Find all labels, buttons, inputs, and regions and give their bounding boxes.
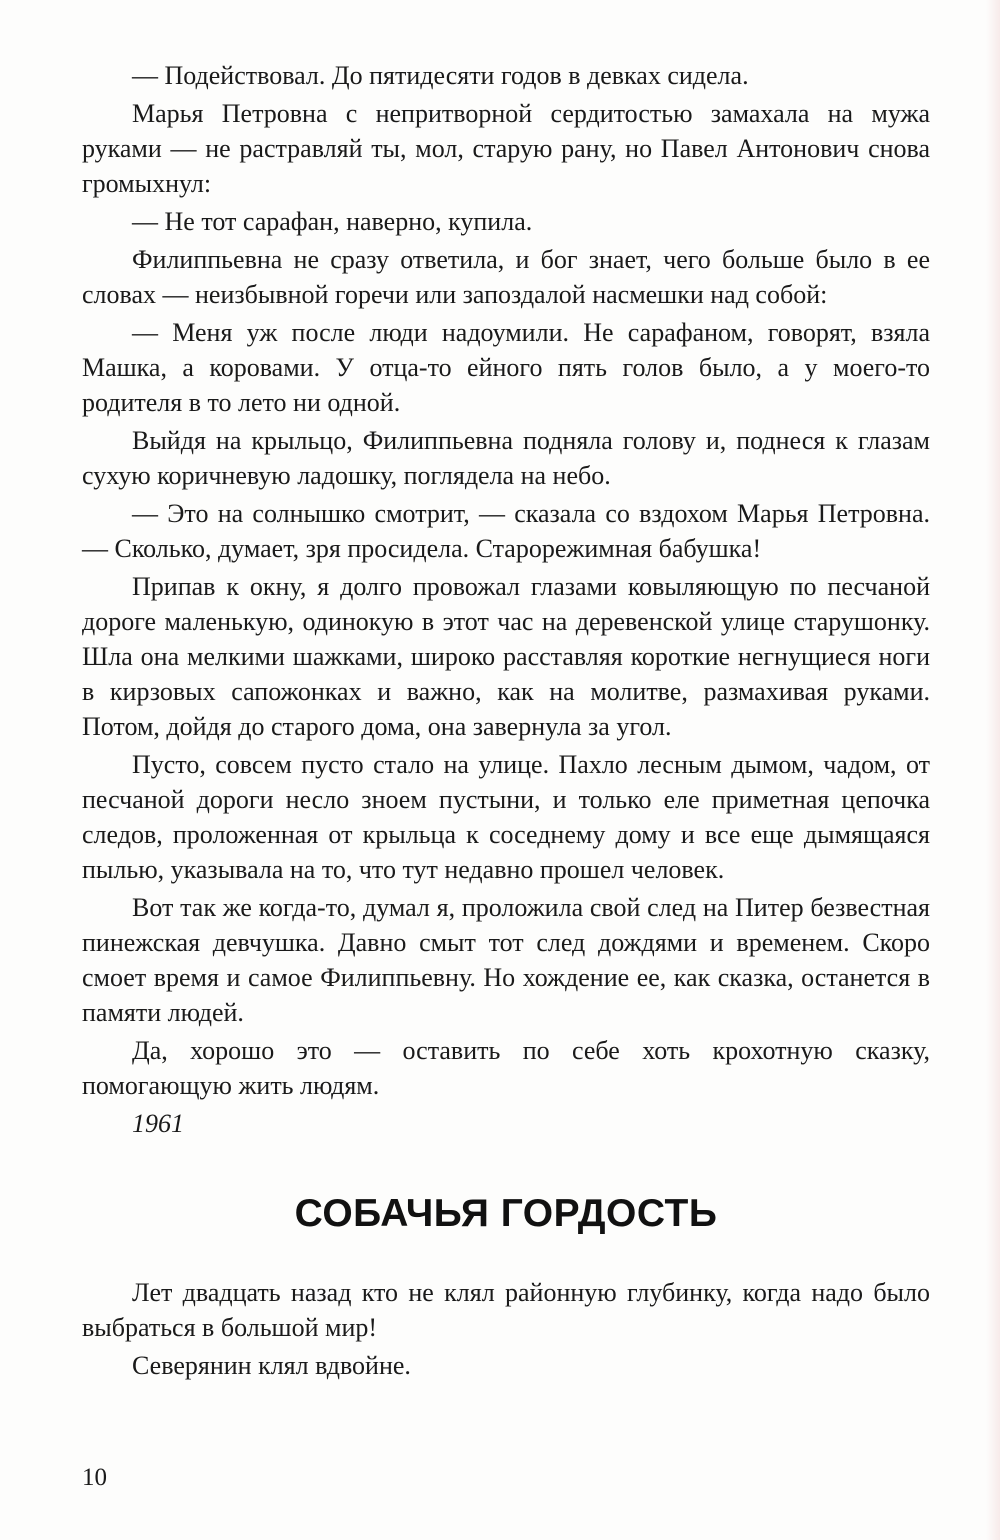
paragraph: Припав к окну, я долго провожал глазами ковыляющую по песчаной дороге маленькую, одинокую в этот час на деревенской улице старушонку. Шла она мелкими шажками, широко расставляя короткие негнущиеся ноги в кирзовых сапожонках и важно, как на молитве, размахивая руками. Потом, дойдя до старого дома, она завернула за угол. bbox=[82, 572, 930, 741]
paragraph: — Это на солнышко смотрит, — сказала со вздохом Марья Петровна. — Сколько, думает, зря просидела. Старорежимная бабушка! bbox=[82, 499, 930, 563]
paragraph: — Подействовал. До пятидесяти годов в девках сидела. bbox=[132, 61, 749, 90]
story-date: 1961 bbox=[132, 1109, 184, 1138]
paragraph: Выйдя на крыльцо, Филиппьевна подняла голову и, поднеся к глазам сухую коричневую ладошку, поглядела на небо. bbox=[82, 426, 930, 490]
paragraph: Лет двадцать назад кто не клял районную глубинку, когда надо было выбраться в большой мир! bbox=[82, 1278, 930, 1342]
paragraph: — Не тот сарафан, наверно, купила. bbox=[132, 207, 533, 236]
paragraph: Да, хорошо это — оставить по себе хоть крохотную сказку, помогающую жить людям. bbox=[82, 1036, 930, 1100]
page-number: 10 bbox=[82, 1464, 107, 1491]
page-edge bbox=[986, 0, 1000, 1540]
paragraph: Северянин клял вдвойне. bbox=[132, 1351, 411, 1380]
paragraph: — Меня уж после люди надоумили. Не сарафаном, говорят, взяла Машка, а коровами. У отца-то ейного пять голов было, а у моего-то родителя в то лето ни одной. bbox=[82, 318, 930, 417]
paragraph: Филиппьевна не сразу ответила, и бог знает, чего больше было в ее словах — неизбывной горечи или запоздалой насмешки над собой: bbox=[82, 245, 930, 309]
story-title: СОБАЧЬЯ ГОРДОСТЬ bbox=[294, 1192, 718, 1235]
paragraph: Пусто, совсем пусто стало на улице. Пахло лесным дымом, чадом, от песчаной дороги несло зноем пустыни, и только еле приметная цепочка следов, проложенная от крыльца к соседнему дому и все еще дымящаяся пылью, указывала на то, что тут недавно прошел человек. bbox=[82, 750, 930, 884]
paragraph: Вот так же когда-то, думал я, проложила свой след на Питер безвестная пинежская девчушка. Давно смыт тот след дождями и временем. Скоро смоет время и самое Филиппьевну. Но хождение ее, как сказка, останется в памяти людей. bbox=[82, 893, 930, 1027]
body-text bbox=[82, 58, 930, 1386]
paragraph: Марья Петровна с непритворной сердитостью замахала на мужа руками — не растравляй ты, мол, старую рану, но Павел Антонович снова громыхнул: bbox=[82, 99, 930, 198]
